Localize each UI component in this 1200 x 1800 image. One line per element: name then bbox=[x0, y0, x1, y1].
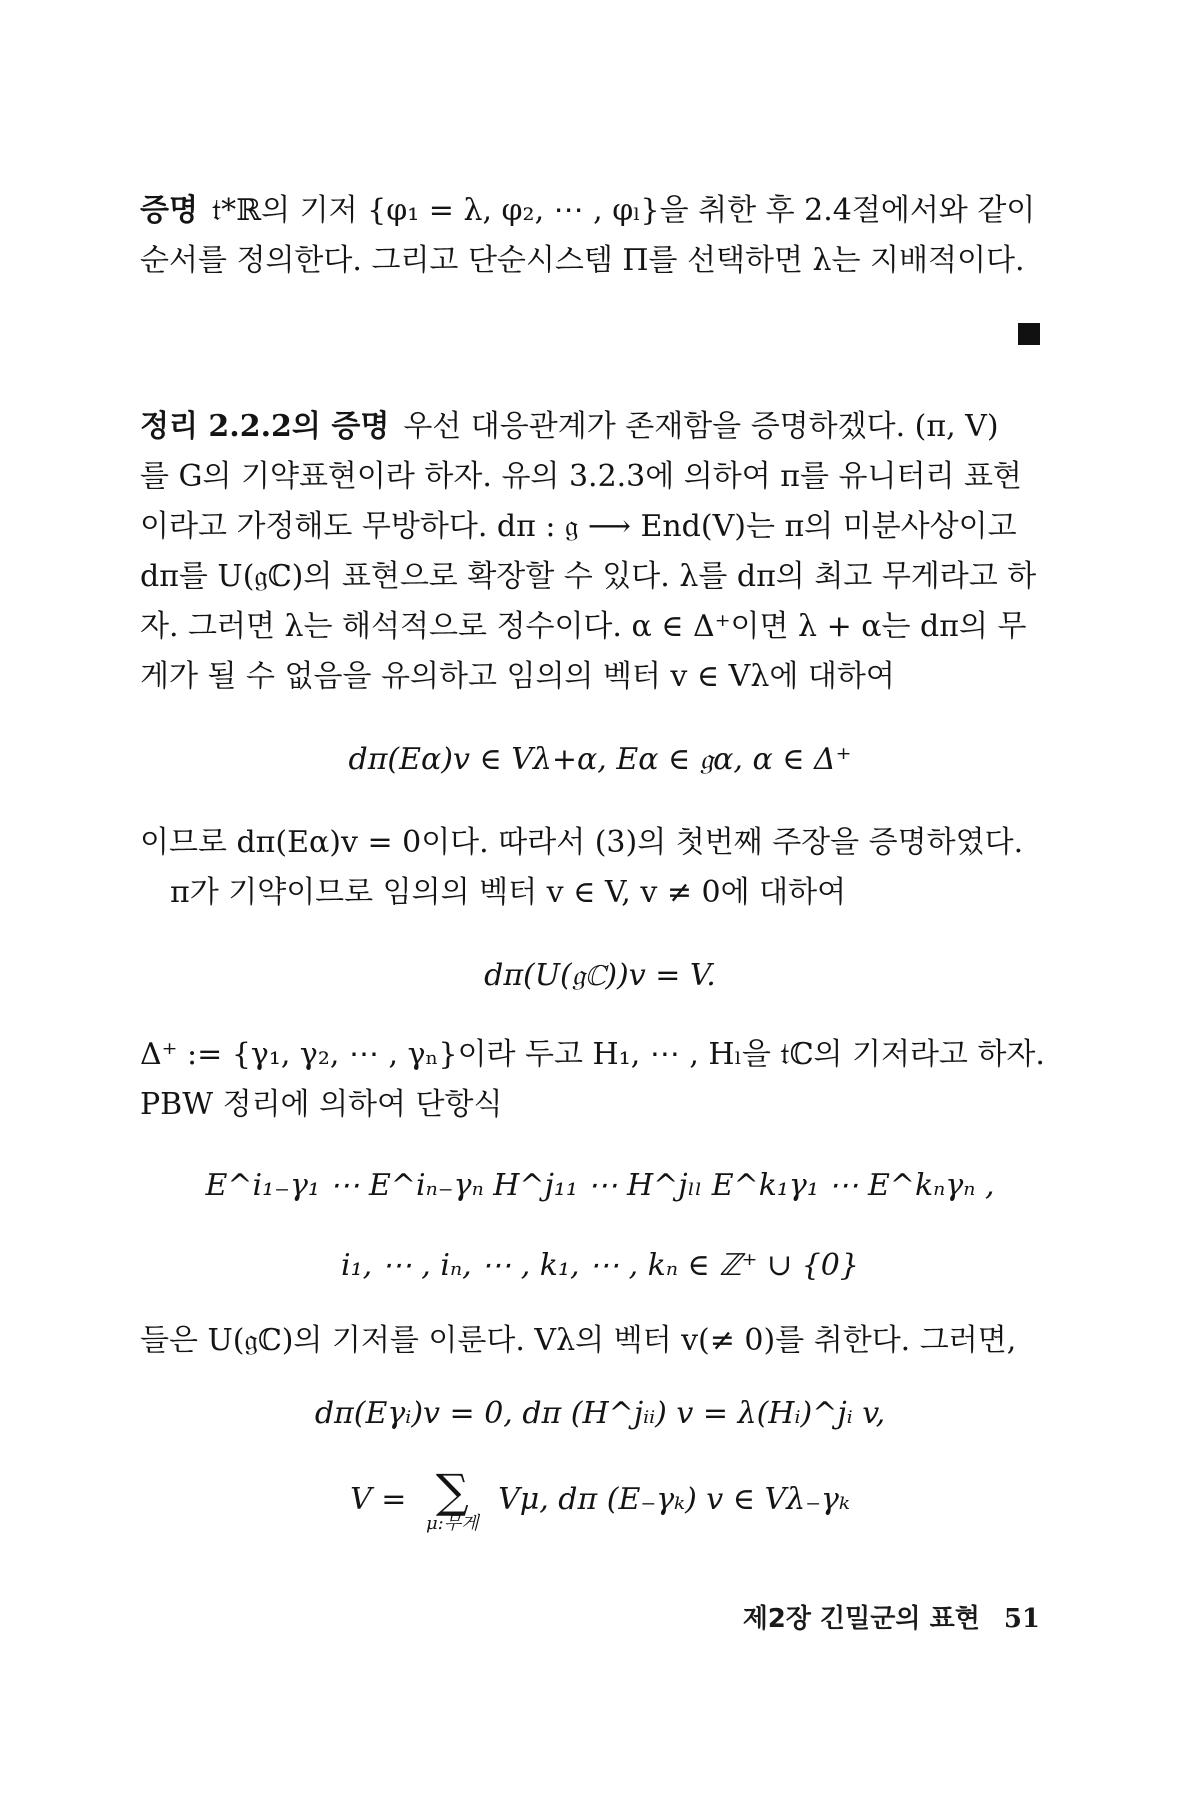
proof-2-line-5: 자. 그러면 λ는 해석적으로 정수이다. α ∈ Δ⁺이면 λ + α는 dπ의 무 bbox=[140, 609, 1027, 644]
equation-6-rhs: Vμ, dπ (E₋γₖ) v ∈ Vλ₋γₖ bbox=[498, 1482, 850, 1517]
paragraph-5-line-1: 들은 U(𝔤ℂ)의 기저를 이룬다. Vλ의 벡터 v(≠ 0)를 취한다. 그러면, bbox=[140, 1323, 1017, 1358]
proof-label: 증명 bbox=[140, 193, 198, 228]
page-number: 51 bbox=[1003, 1604, 1040, 1634]
proof-2-line-3: 이라고 가정해도 무방하다. dπ : 𝔤 ⟶ End(V)는 π의 미분사상이고 bbox=[140, 509, 1017, 544]
paragraph-4 bbox=[140, 1030, 1060, 1130]
equation-4-indices: i₁, ⋯ , iₙ, ⋯ , k₁, ⋯ , kₙ ∈ ℤ⁺ ∪ {0} bbox=[341, 1248, 859, 1283]
chapter-title: 제2장 긴밀군의 표현 bbox=[742, 1604, 980, 1634]
proof-2-line-6: 게가 될 수 없음을 유의하고 임의의 벡터 v ∈ Vλ에 대하여 bbox=[140, 659, 895, 694]
qed-square-icon bbox=[1018, 323, 1040, 345]
proof-paragraph-1 bbox=[140, 186, 1060, 286]
page-footer bbox=[743, 1598, 1040, 1635]
paragraph-3 bbox=[140, 818, 1060, 918]
equation-3-monomial: E^i₁₋γ₁ ⋯ E^iₙ₋γₙ H^j₁₁ ⋯ H^jₗₗ E^k₁γ₁ ⋯ E^kₙγₙ , bbox=[205, 1168, 995, 1203]
paragraph-5 bbox=[140, 1316, 1060, 1366]
paragraph-3-line-2: π가 기약이므로 임의의 벡터 v ∈ V, v ≠ 0에 대하여 bbox=[170, 875, 847, 910]
equation-5: dπ(Eγᵢ)v = 0, dπ (H^jᵢᵢ) v = λ(Hᵢ)^jᵢ v, bbox=[314, 1396, 886, 1431]
proof-1-text-1: 𝔱*ℝ의 기저 {φ₁ = λ, φ₂, ⋯ , φₗ}을 취한 후 2.4절에서와 같이 bbox=[211, 193, 1036, 228]
equation-2: dπ(U(𝔤ℂ))v = V. bbox=[484, 958, 716, 993]
proof-2-line-1 bbox=[140, 402, 1060, 452]
paragraph-4-line-2: PBW 정리에 의하여 단항식 bbox=[140, 1087, 503, 1122]
proof-1-line-2: 순서를 정의한다. 그리고 단순시스템 Π를 선택하면 λ는 지배적이다. bbox=[140, 243, 1025, 278]
proof-2-line-4: dπ를 U(𝔤ℂ)의 표현으로 확장할 수 있다. λ를 dπ의 최고 무게라고 하 bbox=[140, 559, 1037, 594]
paragraph-3-line-1: 이므로 dπ(Eα)v = 0이다. 따라서 (3)의 첫번째 주장을 증명하였다. bbox=[140, 825, 1024, 860]
equation-6-lhs: V = bbox=[350, 1482, 407, 1517]
equation-6 bbox=[140, 1464, 1060, 1534]
equation-1: dπ(Eα)v ∈ Vλ+α, Eα ∈ 𝔤α, α ∈ Δ⁺ bbox=[348, 742, 852, 777]
summation-subscript: μ:무게 bbox=[425, 1513, 479, 1534]
paragraph-4-line-1: Δ⁺ := {γ₁, γ₂, ⋯ , γₙ}이라 두고 H₁, ⋯ , Hₗ을 𝔱ℂ의 기저라고 하자. bbox=[140, 1037, 1045, 1072]
proof-paragraph-2 bbox=[140, 402, 1060, 702]
theorem-proof-label: 정리 2.2.2의 증명 bbox=[140, 409, 390, 444]
summation-block bbox=[425, 1464, 479, 1534]
proof-2-text-1: 우선 대응관계가 존재함을 증명하겠다. (π, V) bbox=[403, 409, 999, 444]
proof-1-line-1 bbox=[140, 186, 1060, 236]
proof-2-line-2: 를 G의 기약표현이라 하자. 유의 3.2.3에 의하여 π를 유니터리 표현 bbox=[140, 459, 1022, 494]
summation-sign: ∑ bbox=[435, 1464, 469, 1518]
